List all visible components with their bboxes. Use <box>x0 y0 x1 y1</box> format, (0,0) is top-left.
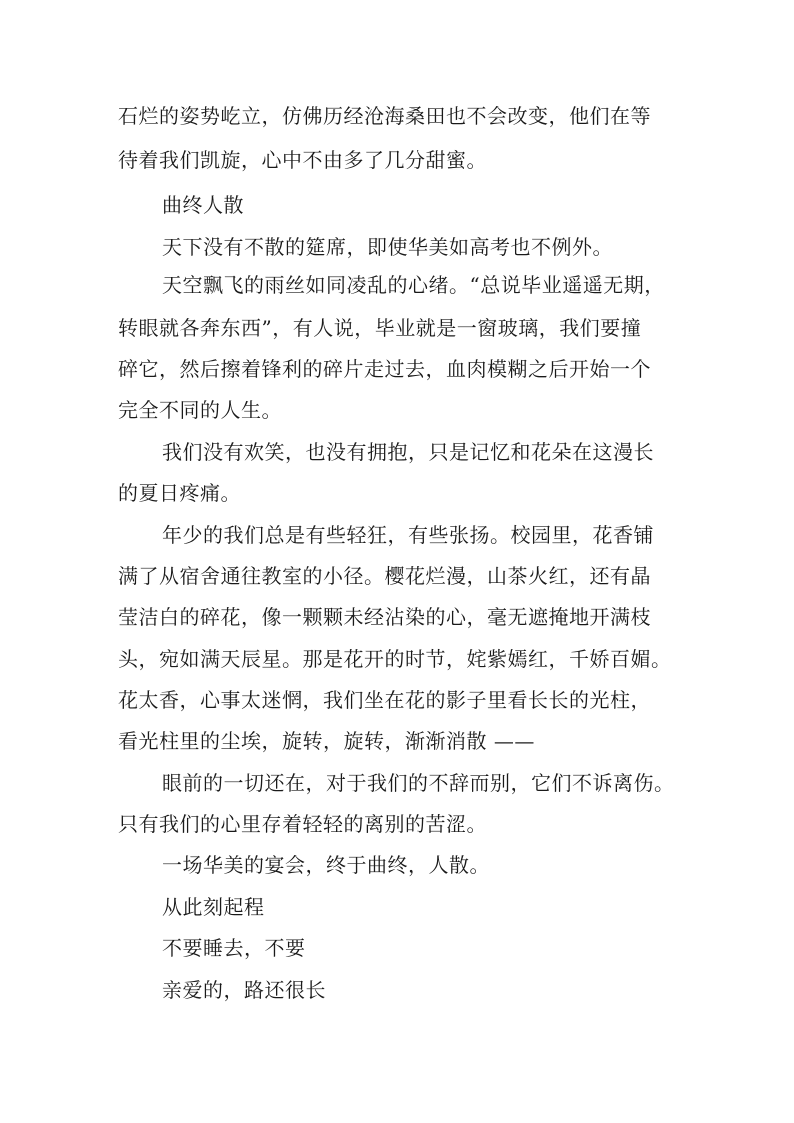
poem-line: 不要睡去，不要 <box>162 936 306 960</box>
text-line: 转眼就各奔东西”，有人说，毕业就是一窗玻璃，我们要撞 <box>118 316 642 340</box>
text-line: 石烂的姿势屹立，仿佛历经沧海桑田也不会改变，他们在等 <box>118 104 651 128</box>
text-line: 完全不同的人生。 <box>118 398 282 422</box>
section-heading: 曲终人散 <box>162 193 244 217</box>
text-line: 眼前的一切还在，对于我们的不辞而别，它们不诉离伤。 <box>162 771 675 795</box>
poem-line: 从此刻起程 <box>162 895 265 919</box>
text-line: 待着我们凯旋，心中不由多了几分甜蜜。 <box>118 148 487 172</box>
text-line: 头，宛如满天辰星。那是花开的时节，姹紫嫣红，千娇百媚。 <box>118 647 672 671</box>
text-line: 天下没有不散的筵席，即使华美如高考也不例外。 <box>162 235 613 259</box>
text-line: 年少的我们总是有些轻狂，有些张扬。校园里，花香铺 <box>162 523 654 547</box>
text-line: 一场华美的宴会，终于曲终，人散。 <box>162 853 490 877</box>
text-line: 的夏日疼痛。 <box>118 481 241 505</box>
text-line: 天空飘飞的雨丝如同凌乱的心绪。“总说毕业遥遥无期， <box>162 273 665 297</box>
poem-line: 亲爱的，路还很长 <box>162 978 326 1002</box>
text-line: 碎它，然后擦着锋利的碎片走过去，血肉模糊之后开始一个 <box>118 357 651 381</box>
text-line: 我们没有欢笑，也没有拥抱，只是记忆和花朵在这漫长 <box>162 440 654 464</box>
text-line: 莹洁白的碎花，像一颗颗未经沾染的心，毫无遮掩地开满枝 <box>118 605 651 629</box>
text-line: 满了从宿舍通往教室的小径。樱花烂漫，山茶火红，还有晶 <box>118 564 651 588</box>
text-line: 看光柱里的尘埃，旋转，旋转，渐渐消散 —— <box>118 729 535 753</box>
text-line: 只有我们的心里存着轻轻的离别的苦涩。 <box>118 812 487 836</box>
text-line: 花太香，心事太迷惘，我们坐在花的影子里看长长的光柱， <box>118 688 651 712</box>
